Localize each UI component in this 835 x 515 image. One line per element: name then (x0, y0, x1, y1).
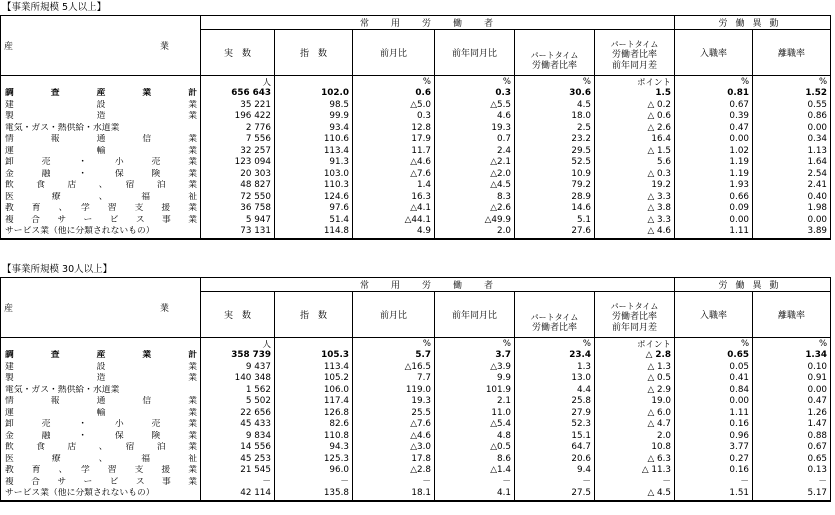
table-cell: 72 550 (201, 192, 275, 204)
table-cell: 0.3 (353, 111, 435, 123)
table-cell: 91.3 (275, 157, 353, 169)
industry-name: 調 査 産 業 計 (1, 88, 201, 100)
table-cell: 0.67 (753, 442, 831, 454)
table-cell: 0.00 (675, 396, 753, 408)
table-cell: 2.0 (435, 226, 515, 239)
table-cell: 113.4 (275, 146, 353, 158)
table-cell: 5 947 (201, 215, 275, 227)
table-cell: △2.0 (435, 169, 515, 181)
table-cell: 110.8 (275, 431, 353, 443)
table-cell: △4.1 (353, 203, 435, 215)
table-cell: 0.09 (675, 203, 753, 215)
table-cell: 0.00 (675, 134, 753, 146)
industry-name: 金 融 ・ 保 険 業 (1, 431, 201, 443)
table-cell: 105.2 (275, 373, 353, 385)
table-cell: 52.5 (515, 157, 595, 169)
industry-header: 産 業 (1, 278, 201, 338)
table-cell: 4.1 (435, 488, 515, 501)
table-cell: 1.19 (675, 157, 753, 169)
table-cell: 101.9 (435, 385, 515, 397)
table-cell: 1.34 (753, 350, 831, 362)
table-cell: 8.3 (435, 192, 515, 204)
table-cell: 64.7 (515, 442, 595, 454)
col-actual: 実 数 (201, 30, 275, 76)
industry-name: 建 設 業 (1, 100, 201, 112)
col-mom: 前月比 (353, 292, 435, 338)
table-cell: △5.0 (353, 100, 435, 112)
industry-name: 製 造 業 (1, 111, 201, 123)
units-row: 人 % % % ポイント % % (1, 338, 831, 351)
units-row: 人 % % % ポイント % % (1, 76, 831, 89)
col-parttime-ratio: パートタイム 労働者比率 (515, 30, 595, 76)
table-cell: 19.3 (353, 396, 435, 408)
table-cell: 93.4 (275, 123, 353, 135)
table-cell: 11.7 (353, 146, 435, 158)
table-cell: △ 0.3 (595, 169, 675, 181)
industry-name: 教 育 、 学 習 支 援 業 (1, 465, 201, 477)
industry-name: 調 査 産 業 計 (1, 350, 201, 362)
table-cell: △5.5 (435, 100, 515, 112)
table-row (1, 180, 831, 192)
table-cell: － (595, 477, 675, 489)
table-cell: 28.9 (515, 192, 595, 204)
section-title: 【事業所規模 5人以上】 (2, 2, 107, 13)
table-cell: 119.0 (353, 385, 435, 397)
table-row (1, 465, 831, 477)
table-cell: 0.16 (675, 465, 753, 477)
table-cell: △ 2.9 (595, 385, 675, 397)
table-cell: 358 739 (201, 350, 275, 362)
table-cell: 4.9 (353, 226, 435, 239)
table-cell: 8.6 (435, 454, 515, 466)
table-cell: 0.65 (753, 454, 831, 466)
table-cell: △4.6 (353, 157, 435, 169)
table-cell: 4.4 (515, 385, 595, 397)
col-parttime-diff: パートタイム 労働者比率 前年同月差 (595, 292, 675, 338)
table-cell: 1 562 (201, 385, 275, 397)
table-cell: 1.5 (595, 88, 675, 100)
table-cell: △ 4.7 (595, 419, 675, 431)
col-hire-rate: 入職率 (675, 292, 753, 338)
table-cell: 82.6 (275, 419, 353, 431)
table-cell: 98.5 (275, 100, 353, 112)
col-actual: 実 数 (201, 292, 275, 338)
table-cell: 27.9 (515, 408, 595, 420)
table-cell: 29.5 (515, 146, 595, 158)
table-cell: 5.7 (353, 350, 435, 362)
table-cell: 19.2 (595, 180, 675, 192)
table-cell: 73 131 (201, 226, 275, 239)
table-row (1, 488, 831, 501)
labor-turnover-header: 労働異動 (675, 278, 831, 292)
industry-name: 複 合 サ ー ビ ス 事 業 (1, 215, 201, 227)
table-cell: 1.52 (753, 88, 831, 100)
col-yoy: 前年同月比 (435, 30, 515, 76)
table-cell: △16.5 (353, 362, 435, 374)
table-cell: 3.89 (753, 226, 831, 239)
industry-name: サービス業（他に分類されないもの） (1, 226, 201, 239)
industry-name: 医 療 、 福 祉 (1, 454, 201, 466)
table-cell: △3.0 (353, 442, 435, 454)
table-cell: △ 6.0 (595, 408, 675, 420)
table-cell: 25.8 (515, 396, 595, 408)
table-cell: △ 3.8 (595, 203, 675, 215)
table-cell: － (353, 477, 435, 489)
table-cell: 4.5 (515, 100, 595, 112)
table-cell: 0.88 (753, 431, 831, 443)
table-cell: 113.4 (275, 362, 353, 374)
table-cell: 0.27 (675, 454, 753, 466)
table-cell: 106.0 (275, 385, 353, 397)
table-cell: 0.66 (675, 192, 753, 204)
industry-name: 情 報 通 信 業 (1, 396, 201, 408)
table-cell: 1.11 (675, 408, 753, 420)
table-cell: 2.41 (753, 180, 831, 192)
table-row (1, 362, 831, 374)
table-cell: 99.9 (275, 111, 353, 123)
table-cell: 23.2 (515, 134, 595, 146)
table-cell: 36 758 (201, 203, 275, 215)
table-cell: 17.9 (353, 134, 435, 146)
table-row (1, 431, 831, 443)
table-cell: 0.41 (675, 373, 753, 385)
table-cell: △7.6 (353, 169, 435, 181)
table-row (1, 408, 831, 420)
table-cell: 1.98 (753, 203, 831, 215)
table-cell: 7.7 (353, 373, 435, 385)
col-index: 指 数 (275, 30, 353, 76)
table-cell: 45 433 (201, 419, 275, 431)
stats-table (0, 277, 831, 502)
col-parttime-diff: パートタイム 労働者比率 前年同月差 (595, 30, 675, 76)
table-cell: △ 2.8 (595, 350, 675, 362)
table-cell: 15.1 (515, 431, 595, 443)
table-cell: 94.3 (275, 442, 353, 454)
section-title: 【事業所規模 30人以上】 (2, 264, 113, 275)
table-cell: 0.86 (753, 111, 831, 123)
table-cell: △ 4.5 (595, 488, 675, 501)
table-cell: △ 6.3 (595, 454, 675, 466)
table-cell: － (515, 477, 595, 489)
table-cell: 135.8 (275, 488, 353, 501)
table-cell: △2.1 (435, 157, 515, 169)
industry-name: サービス業（他に分類されないもの） (1, 488, 201, 501)
table-cell: 4.8 (435, 431, 515, 443)
table-cell: 1.4 (353, 180, 435, 192)
table-cell: △0.5 (435, 442, 515, 454)
table-cell: 11.0 (435, 408, 515, 420)
table-cell: 125.3 (275, 454, 353, 466)
table-cell: 0.91 (753, 373, 831, 385)
table-row (1, 373, 831, 385)
industry-name: 卸 売 ・ 小 売 業 (1, 419, 201, 431)
table-cell: 0.40 (753, 192, 831, 204)
table-cell: 13.0 (515, 373, 595, 385)
table-row (1, 134, 831, 146)
table-cell: 27.5 (515, 488, 595, 501)
table-row (1, 350, 831, 362)
table-cell: △ 0.2 (595, 100, 675, 112)
table-row (1, 226, 831, 239)
industry-name: 教 育 、 学 習 支 援 業 (1, 203, 201, 215)
col-sep-rate: 離職率 (753, 292, 831, 338)
col-parttime-ratio: パートタイム 労働者比率 (515, 292, 595, 338)
table-cell: 0.10 (753, 362, 831, 374)
table-cell: 96.0 (275, 465, 353, 477)
table-cell: － (201, 477, 275, 489)
table-cell: 103.0 (275, 169, 353, 181)
table-cell: － (675, 477, 753, 489)
table-cell: 1.51 (675, 488, 753, 501)
industry-name: 電気・ガス・熱供給・水道業 (1, 385, 201, 397)
table-cell: 2 776 (201, 123, 275, 135)
table-cell: 97.6 (275, 203, 353, 215)
table-cell: △ 1.3 (595, 362, 675, 374)
section-5plus (0, 0, 835, 240)
table-cell: △4.5 (435, 180, 515, 192)
table-cell: 5.1 (515, 215, 595, 227)
table-cell: 0.05 (675, 362, 753, 374)
table-row (1, 215, 831, 227)
industry-name: 医 療 、 福 祉 (1, 192, 201, 204)
industry-name: 複 合 サ ー ビ ス 事 業 (1, 477, 201, 489)
table-cell: 4.6 (435, 111, 515, 123)
table-cell: 20.6 (515, 454, 595, 466)
table-cell: 0.3 (435, 88, 515, 100)
table-cell: 5 502 (201, 396, 275, 408)
table-cell: 12.8 (353, 123, 435, 135)
table-cell: 23.4 (515, 350, 595, 362)
table-cell: 18.1 (353, 488, 435, 501)
table-row (1, 123, 831, 135)
table-row (1, 192, 831, 204)
table-cell: △1.4 (435, 465, 515, 477)
table-cell: 1.02 (675, 146, 753, 158)
table-cell: 126.8 (275, 408, 353, 420)
table-cell: 110.6 (275, 134, 353, 146)
table-cell: 3.7 (435, 350, 515, 362)
table-row (1, 477, 831, 489)
col-index: 指 数 (275, 292, 353, 338)
table-row (1, 169, 831, 181)
table-cell: △ 0.6 (595, 111, 675, 123)
table-cell: 5.6 (595, 157, 675, 169)
table-cell: 0.67 (675, 100, 753, 112)
table-cell: 10.9 (515, 169, 595, 181)
industry-name: 金 融 ・ 保 険 業 (1, 169, 201, 181)
industry-name: 飲 食 店 、 宿 泊 業 (1, 442, 201, 454)
table-cell: △ 0.5 (595, 373, 675, 385)
table-cell: 32 257 (201, 146, 275, 158)
table-cell: 0.65 (675, 350, 753, 362)
table-cell: 1.26 (753, 408, 831, 420)
table-cell: 123 094 (201, 157, 275, 169)
table-cell: － (275, 477, 353, 489)
table-cell: 18.0 (515, 111, 595, 123)
table-cell: 20 303 (201, 169, 275, 181)
table-cell: 14.6 (515, 203, 595, 215)
table-cell: 9 834 (201, 431, 275, 443)
table-cell: △3.9 (435, 362, 515, 374)
table-cell: 0.6 (353, 88, 435, 100)
table-cell: 19.0 (595, 396, 675, 408)
stats-table (0, 15, 831, 240)
industry-name: 運 輸 業 (1, 146, 201, 158)
table-cell: 25.5 (353, 408, 435, 420)
table-cell: 0.39 (675, 111, 753, 123)
table-cell: 0.7 (435, 134, 515, 146)
regular-workers-header: 常用労働者 (201, 278, 675, 292)
table-cell: △2.8 (353, 465, 435, 477)
table-cell: △7.6 (353, 419, 435, 431)
table-cell: 0.00 (753, 123, 831, 135)
table-row (1, 88, 831, 100)
table-cell: △49.9 (435, 215, 515, 227)
table-row (1, 396, 831, 408)
col-yoy: 前年同月比 (435, 292, 515, 338)
table-cell: 14 556 (201, 442, 275, 454)
table-cell: 10.8 (595, 442, 675, 454)
table-cell: 52.3 (515, 419, 595, 431)
col-hire-rate: 入職率 (675, 30, 753, 76)
table-row (1, 157, 831, 169)
table-row (1, 442, 831, 454)
table-cell: 196 422 (201, 111, 275, 123)
table-cell: △4.6 (353, 431, 435, 443)
industry-header: 産 業 (1, 16, 201, 76)
table-cell: 0.96 (675, 431, 753, 443)
industry-name: 建 設 業 (1, 362, 201, 374)
table-row (1, 146, 831, 158)
table-cell: 2.4 (435, 146, 515, 158)
table-cell: 2.5 (515, 123, 595, 135)
table-cell: 42 114 (201, 488, 275, 501)
table-cell: 1.47 (753, 419, 831, 431)
table-cell: 0.47 (675, 123, 753, 135)
table-cell: － (753, 477, 831, 489)
table-cell: 102.0 (275, 88, 353, 100)
table-cell: 16.3 (353, 192, 435, 204)
table-cell: 105.3 (275, 350, 353, 362)
table-row (1, 111, 831, 123)
table-cell: 0.84 (675, 385, 753, 397)
table-cell: 19.3 (435, 123, 515, 135)
table-cell: 656 643 (201, 88, 275, 100)
industry-name: 運 輸 業 (1, 408, 201, 420)
table-cell: 51.4 (275, 215, 353, 227)
table-cell: 1.13 (753, 146, 831, 158)
table-cell: 124.6 (275, 192, 353, 204)
table-cell: △ 3.3 (595, 192, 675, 204)
regular-workers-header: 常用労働者 (201, 16, 675, 30)
industry-name: 飲 食 店 、 宿 泊 業 (1, 180, 201, 192)
table-cell: 9.9 (435, 373, 515, 385)
table-cell: 3.77 (675, 442, 753, 454)
table-cell: △ 4.6 (595, 226, 675, 239)
table-row (1, 454, 831, 466)
table-cell: 45 253 (201, 454, 275, 466)
table-cell: 0.47 (753, 396, 831, 408)
table-cell: 1.19 (675, 169, 753, 181)
industry-name: 製 造 業 (1, 373, 201, 385)
table-cell: 9.4 (515, 465, 595, 477)
table-cell: 5.17 (753, 488, 831, 501)
table-cell: △ 2.6 (595, 123, 675, 135)
table-cell: 2.54 (753, 169, 831, 181)
table-cell: 79.2 (515, 180, 595, 192)
table-cell: 0.00 (675, 215, 753, 227)
table-row (1, 203, 831, 215)
table-cell: 1.93 (675, 180, 753, 192)
table-cell: 17.8 (353, 454, 435, 466)
col-sep-rate: 離職率 (753, 30, 831, 76)
table-row (1, 419, 831, 431)
table-cell: 1.3 (515, 362, 595, 374)
table-cell: △ 11.3 (595, 465, 675, 477)
table-cell: △5.4 (435, 419, 515, 431)
table-cell: 27.6 (515, 226, 595, 239)
table-cell: 0.16 (675, 419, 753, 431)
col-mom: 前月比 (353, 30, 435, 76)
table-cell: △ 3.3 (595, 215, 675, 227)
table-row (1, 100, 831, 112)
table-cell: 0.81 (675, 88, 753, 100)
table-cell: 1.11 (675, 226, 753, 239)
table-cell: 140 348 (201, 373, 275, 385)
table-cell: 0.00 (753, 215, 831, 227)
table-cell: △44.1 (353, 215, 435, 227)
table-row (1, 385, 831, 397)
table-cell: 2.1 (435, 396, 515, 408)
table-cell: 22 656 (201, 408, 275, 420)
industry-name: 電気・ガス・熱供給・水道業 (1, 123, 201, 135)
table-cell: 0.13 (753, 465, 831, 477)
table-cell: 2.0 (595, 431, 675, 443)
table-cell: 48 827 (201, 180, 275, 192)
table-cell: 30.6 (515, 88, 595, 100)
table-cell: △ 1.5 (595, 146, 675, 158)
section-30plus (0, 262, 835, 502)
table-cell: 110.3 (275, 180, 353, 192)
labor-turnover-header: 労働異動 (675, 16, 831, 30)
table-cell: 114.8 (275, 226, 353, 239)
table-cell: 9 437 (201, 362, 275, 374)
table-cell: － (435, 477, 515, 489)
table-cell: 0.00 (753, 385, 831, 397)
table-cell: 0.34 (753, 134, 831, 146)
table-cell: 21 545 (201, 465, 275, 477)
industry-name: 情 報 通 信 業 (1, 134, 201, 146)
table-cell: △2.6 (435, 203, 515, 215)
table-cell: 35 221 (201, 100, 275, 112)
table-cell: 1.64 (753, 157, 831, 169)
industry-name: 卸 売 ・ 小 売 業 (1, 157, 201, 169)
table-cell: 7 556 (201, 134, 275, 146)
table-cell: 16.4 (595, 134, 675, 146)
table-cell: 0.55 (753, 100, 831, 112)
table-cell: 117.4 (275, 396, 353, 408)
